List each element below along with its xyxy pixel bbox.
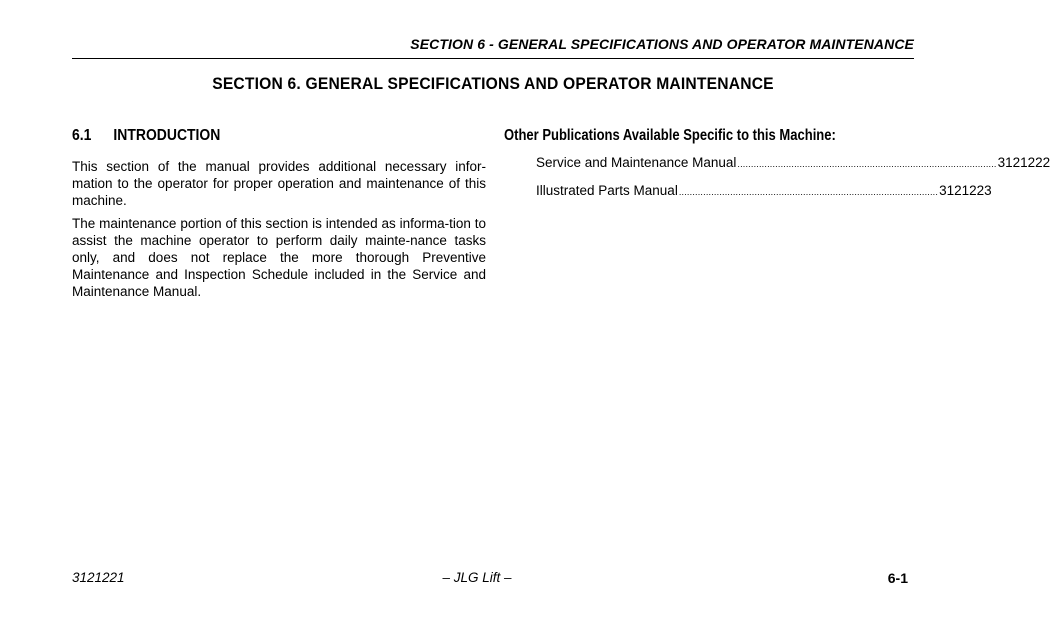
dot-leader: ................................................................................................ xyxy=(737,159,997,169)
dot-leader: ................................................................................................ xyxy=(678,187,939,197)
left-column xyxy=(72,126,486,300)
publication-item xyxy=(536,182,992,210)
intro-heading-number: 6.1 xyxy=(72,127,92,144)
footer-doc-number: 3121221 xyxy=(72,570,125,585)
intro-paragraph: The maintenance portion of this section is intended as informa-tion to assist the machine operator to perform daily mainte-nance tasks only, and does not replace the more thorough Preventive Maintenance and Inspection Schedule included in the Service and Maintenance Manual. xyxy=(72,216,486,299)
intro-heading-text: INTRODUCTION xyxy=(113,127,221,144)
intro-paragraph: This section of the manual provides additional necessary infor-mation to the operator for proper operation and maintenance of this machine. xyxy=(72,159,486,208)
footer-page-number: 6-1 xyxy=(887,570,908,586)
intro-heading xyxy=(72,126,445,148)
footer-brand: – JLG Lift – xyxy=(442,570,512,585)
header-rule xyxy=(72,58,914,59)
publications-list xyxy=(536,154,1050,210)
publication-name: Illustrated Parts Manual xyxy=(536,183,678,198)
right-column xyxy=(504,126,1050,210)
publication-item xyxy=(536,154,1050,182)
running-header: SECTION 6 - GENERAL SPECIFICATIONS AND OPERATOR MAINTENANCE xyxy=(410,36,914,52)
publications-heading: Other Publications Available Specific to this Machine: xyxy=(504,127,836,144)
publication-name: Service and Maintenance Manual xyxy=(536,155,737,170)
section-title: SECTION 6. GENERAL SPECIFICATIONS AND OPERATOR MAINTENANCE xyxy=(212,74,774,93)
publication-number: 3121222 xyxy=(997,155,1050,170)
publication-number: 3121223 xyxy=(939,183,992,198)
